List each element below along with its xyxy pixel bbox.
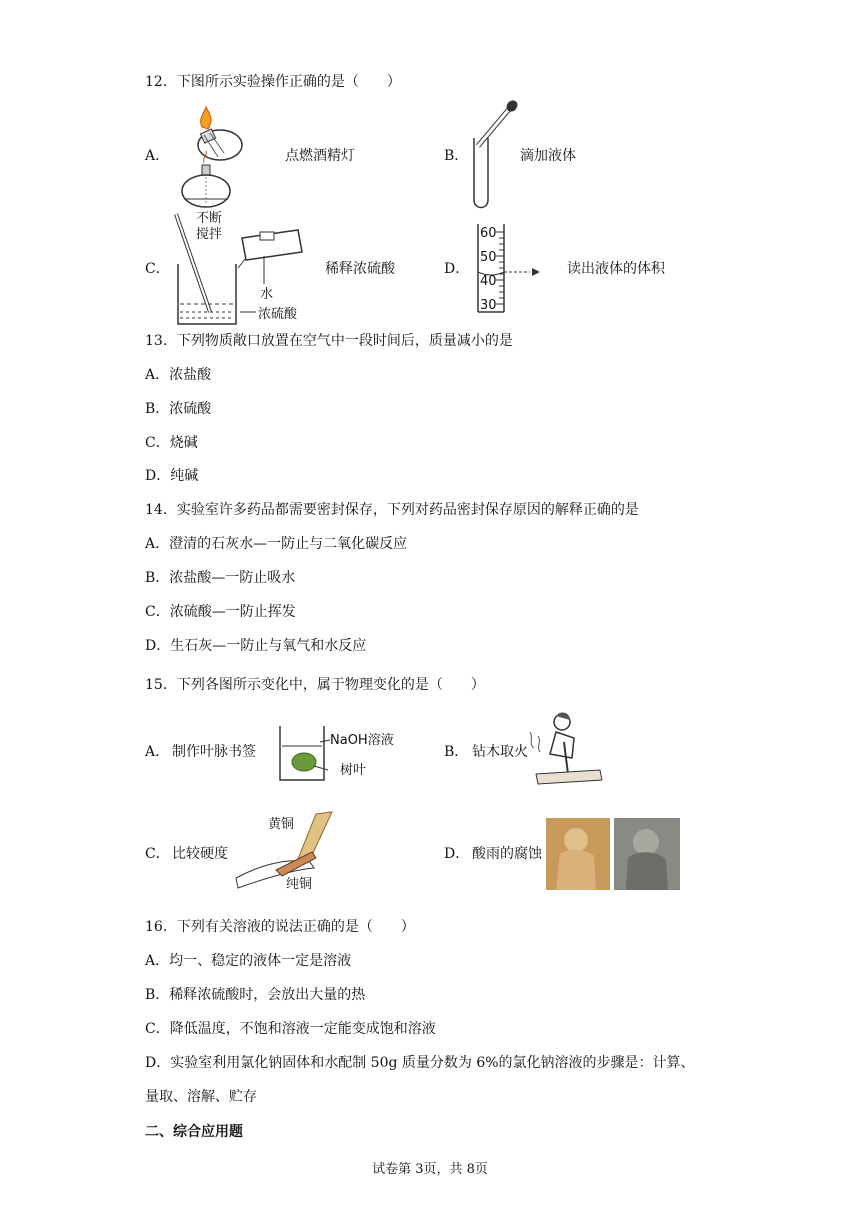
copper-label: 纯铜: [286, 877, 313, 892]
brass-label: 黄铜: [268, 817, 295, 832]
option-16-c: C．降低温度，不饱和溶液一定能变成饱和溶液: [145, 1021, 436, 1037]
option-14-a: A．澄清的石灰水—一防止与二氧化碳反应: [145, 536, 408, 552]
page-footer: 试卷第 3页，共 8页: [372, 1162, 488, 1177]
option-16-b: B．稀释浓硫酸时，会放出大量的热: [145, 987, 366, 1003]
scale-50: 50: [480, 250, 497, 265]
option-15-a-caption: 制作叶脉书签: [172, 744, 256, 760]
scale-30: 30: [480, 298, 497, 313]
question-16-stem: 16．下列有关溶液的说法正确的是（ ）: [145, 919, 415, 935]
acid-rain-statues-image: [546, 818, 680, 890]
option-12-c-caption: 稀释浓硫酸: [325, 261, 395, 277]
question-15-stem: 15．下列各图所示变化中，属于物理变化的是（ ）: [145, 677, 485, 693]
graduated-cylinder-figure: [468, 220, 558, 320]
stir-label-2: 搅拌: [196, 227, 223, 242]
option-12-b-caption: 滴加液体: [520, 148, 576, 164]
scale-40: 40: [480, 274, 497, 289]
stir-label-1: 不断: [196, 211, 223, 226]
water-label: 水: [260, 287, 274, 302]
option-13-d: D．纯碱: [145, 468, 199, 484]
smoke-icon: [530, 732, 540, 752]
option-15-d-caption: 酸雨的腐蚀: [472, 846, 542, 862]
lamp-lighting-figure: [168, 105, 258, 210]
option-16-a: A．均一、稳定的液体一定是溶液: [145, 953, 352, 969]
scale-60: 60: [480, 226, 497, 241]
option-12-b-letter: B．: [444, 148, 469, 164]
question-14-stem: 14．实验室许多药品都需要密封保存，下列对药品密封保存原因的解释正确的是: [145, 502, 639, 518]
option-15-a-letter: A．: [145, 744, 170, 760]
option-14-b: B．浓盐酸—一防止吸水: [145, 570, 296, 586]
option-12-a-caption: 点燃酒精灯: [285, 148, 355, 164]
option-15-d-letter: D．: [444, 846, 470, 862]
option-12-c-letter: C．: [145, 261, 170, 277]
drill-fire-figure: [526, 708, 610, 790]
option-13-b: B．浓硫酸: [145, 401, 212, 417]
question-13-stem: 13．下列物质敞口放置在空气中一段时间后，质量减小的是: [145, 333, 513, 349]
question-12-stem: 12．下图所示实验操作正确的是（ ）: [145, 74, 401, 90]
eye-icon: [532, 268, 540, 276]
option-16-d: D．实验室利用氯化钠固体和水配制 50g 质量分数为 6%的氯化钠溶液的步骤是：计算、: [145, 1055, 695, 1071]
hardness-compare-figure: [232, 808, 347, 893]
option-15-c-caption: 比较硬度: [172, 846, 228, 862]
option-13-a: A．浓盐酸: [145, 367, 212, 383]
option-15-b-letter: B．: [444, 744, 469, 760]
option-15-c-letter: C．: [145, 846, 170, 862]
leaf-vein-figure: [276, 722, 406, 784]
option-12-a-letter: A．: [145, 148, 170, 164]
acid-label: 浓硫酸: [258, 307, 298, 322]
option-16-d-continued: 量取、溶解、贮存: [145, 1089, 257, 1105]
option-14-c: C．浓硫酸—一防止挥发: [145, 604, 296, 620]
flame-icon: [201, 107, 211, 129]
option-13-c: C．烧碱: [145, 435, 198, 451]
option-12-d-caption: 读出液体的体积: [567, 261, 665, 277]
dilute-acid-figure: [168, 208, 318, 328]
leaf-label: 树叶: [340, 763, 367, 778]
section-title: 二、综合应用题: [145, 1124, 243, 1140]
dropper-figure: [468, 98, 528, 213]
naoh-label: NaOH溶液: [330, 733, 394, 748]
option-15-b-caption: 钻木取火: [472, 744, 528, 760]
option-14-d: D．生石灰—一防止与氧气和水反应: [145, 638, 367, 654]
option-12-d-letter: D．: [444, 261, 470, 277]
